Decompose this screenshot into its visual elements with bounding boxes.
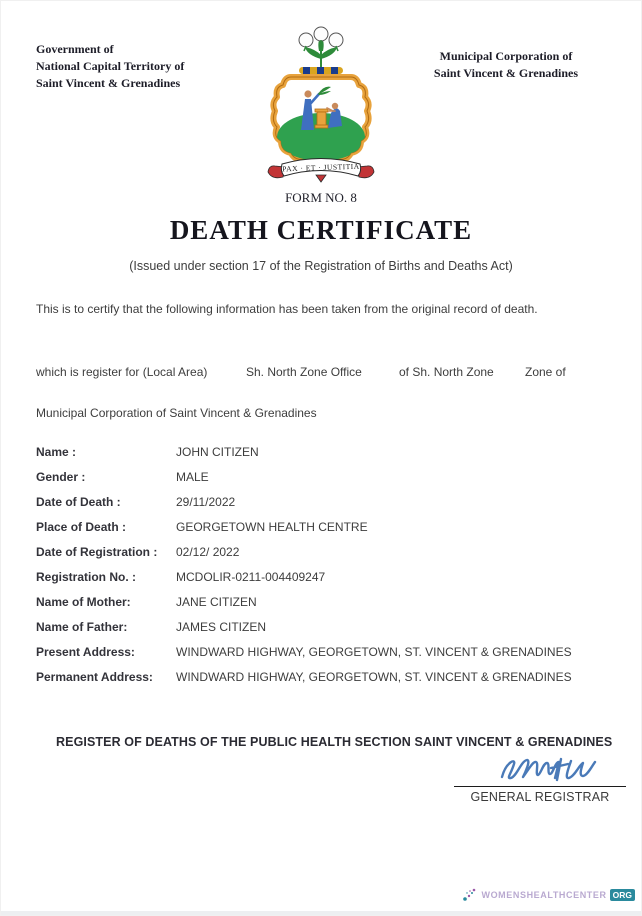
field-value: JOHN CITIZEN (176, 445, 259, 459)
field-label: Date of Death : (36, 495, 121, 509)
field-row-name-of-father (36, 620, 616, 645)
field-value: 29/11/2022 (176, 495, 236, 509)
signatory-title: GENERAL REGISTRAR (470, 790, 610, 804)
certificate-title: DEATH CERTIFICATE (169, 215, 473, 245)
field-row-gender (36, 470, 616, 495)
site-tld-badge: ORG (610, 889, 635, 901)
field-label: Gender : (36, 470, 86, 484)
field-row-registration-no (36, 570, 616, 595)
field-row-present-address (36, 645, 616, 670)
site-branding (462, 887, 635, 903)
field-row-place-of-death (36, 520, 616, 545)
register-of-deaths-statement: REGISTER OF DEATHS OF THE PUBLIC HEALTH SECTION SAINT VINCENT & GRENADINES (56, 735, 613, 749)
field-row-name-of-mother (36, 595, 616, 620)
municipality-line: Municipal Corporation of Saint Vincent & Grenadines (36, 406, 317, 420)
field-value: WINDWARD HIGHWAY, GEORGETOWN, ST. VINCENT & GRENADINES (176, 670, 572, 684)
registrar-signature-icon (496, 753, 606, 785)
altar (315, 109, 328, 128)
field-label: Permanent Address: (36, 670, 153, 684)
register-line (1, 365, 641, 381)
sparkle-dots-icon (462, 887, 478, 903)
torse (299, 67, 343, 74)
field-label: Registration No. : (36, 570, 137, 584)
field-value: 02/12/ 2022 (176, 545, 240, 559)
field-label: Present Address: (36, 645, 135, 659)
motto-text: PAX · ET · JUSTITIA (282, 161, 360, 174)
site-name: WOMENSHEALTHCENTER (481, 890, 607, 900)
field-label: Name of Mother: (36, 595, 131, 609)
issuing-authority-line: Government of (36, 42, 114, 56)
certificate-subtitle: (Issued under section 17 of the Registration of Births and Deaths Act) (129, 259, 513, 273)
form-number: FORM NO. 8 (285, 190, 357, 205)
issuing-authority-line: Saint Vincent & Grenadines (433, 65, 579, 80)
signature-block (454, 753, 626, 804)
field-value: MCDOLIR-0211-004409247 (176, 570, 326, 584)
issuing-authority-right (401, 48, 611, 82)
register-line-suffix: Zone of (525, 365, 566, 379)
field-value: MALE (176, 470, 209, 484)
issuing-authority-line: Municipal Corporation of (439, 49, 573, 63)
certify-statement: This is to certify that the following information has been taken from the original record of death. (36, 302, 538, 316)
certificate-fields (36, 445, 616, 695)
zone-office-value: Sh. North Zone Office (246, 365, 362, 379)
field-row-date-of-death (36, 495, 616, 520)
issuing-authority-line: Saint Vincent & Grenadines (36, 75, 181, 90)
issuing-authority-left (36, 41, 256, 91)
zone-value: of Sh. North Zone (399, 365, 494, 379)
cotton-plant-crest (299, 27, 343, 67)
page-bottom-edge (1, 911, 641, 915)
field-label: Date of Registration : (36, 545, 158, 559)
field-value: JANE CITIZEN (176, 595, 257, 609)
field-value: GEORGETOWN HEALTH CENTRE (176, 520, 368, 534)
motto-ribbon (268, 159, 374, 183)
field-row-date-of-registration (36, 545, 616, 570)
field-label: Place of Death : (36, 520, 127, 534)
field-label: Name of Father: (36, 620, 128, 634)
field-value: JAMES CITIZEN (176, 620, 267, 634)
register-line-prefix: which is register for (Local Area) (36, 365, 208, 379)
field-row-name (36, 445, 616, 470)
field-value: WINDWARD HIGHWAY, GEORGETOWN, ST. VINCENT & GRENADINES (176, 645, 572, 659)
coat-of-arms-icon (261, 25, 381, 188)
issuing-authority-line: National Capital Territory of (36, 58, 185, 73)
field-label: Name : (36, 445, 77, 459)
field-row-permanent-address (36, 670, 616, 695)
